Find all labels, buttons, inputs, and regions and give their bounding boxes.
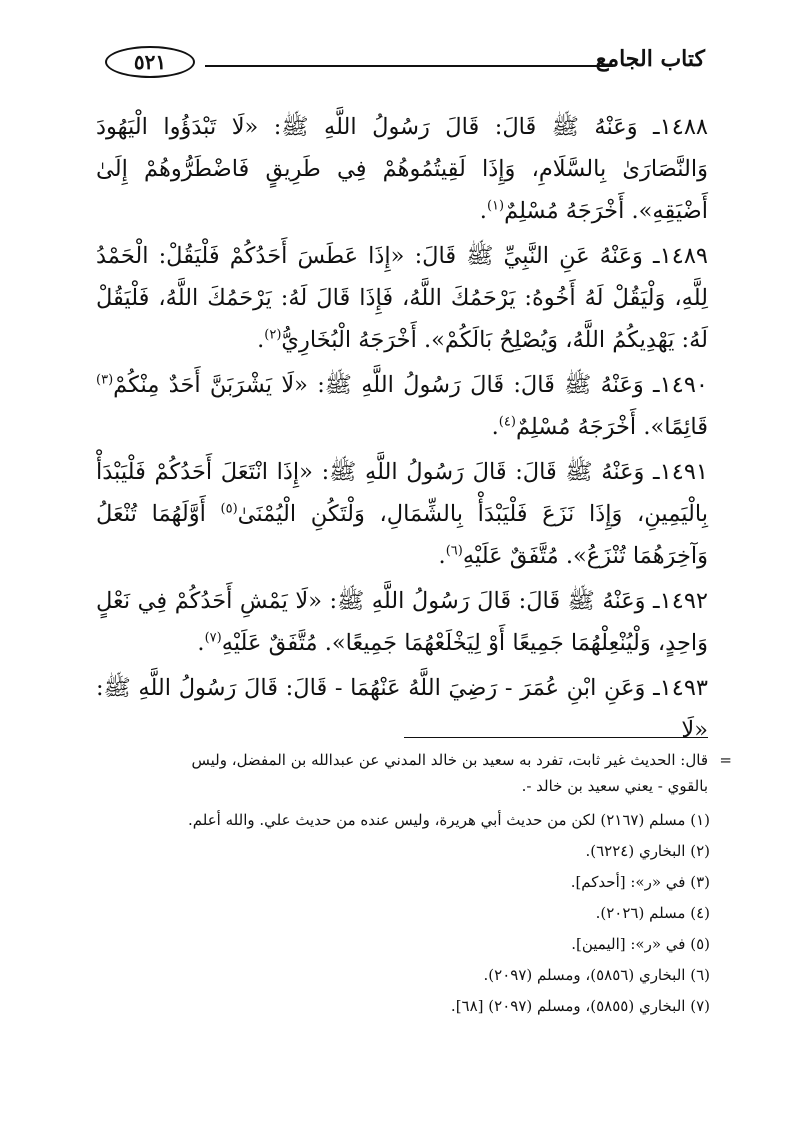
hadith-number: ١٤٨٩ <box>659 243 708 269</box>
hadith-text-2: أَوَّلَهُمَا تُنْعَلُ وَآخِرَهُمَا تُنْزَعُ». مُتَّفَقٌ عَلَيْهِ <box>96 501 708 569</box>
hadith-end: . <box>438 543 446 569</box>
footnote-ref: (٧) <box>204 630 222 646</box>
hadith-text: وَعَنْهُ عَنِ النَّبِيِّ ﷺ قَالَ: «إِذَا عَطَسَ أَحَدُكُمْ فَلْيَقُلْ: الْحَمْدُ لِلَّهِ، وَلْيَقُلْ لَهُ أَخُوهُ: يَرْحَمُكَ اللَّهُ، فَإِذَا قَالَ لَهُ: يَرْحَمُكَ اللَّهُ، فَلْيَقُلْ لَهُ: يَهْدِيكُمُ اللَّهُ، وَيُصْلِحُ بَالَكُمْ». أَخْرَجَهُ الْبُخَارِيُّ <box>96 243 708 353</box>
hadith-1492 <box>96 580 708 664</box>
hadith-dash: ـ <box>644 459 660 485</box>
hadith-dash: ـ <box>642 243 660 269</box>
footnote-ref: (٢) <box>264 327 282 343</box>
hadith-dash: ـ <box>637 114 660 140</box>
footnote-continuation <box>150 747 732 799</box>
hadith-text: وَعَنِ ابْنِ عُمَرَ - رَضِيَ اللَّهُ عَنْهُمَا - قَالَ: قَالَ رَسُولُ اللَّهِ ﷺ: «لَا <box>96 675 708 743</box>
footnote-rule <box>404 737 708 738</box>
hadith-number: ١٤٩١ <box>659 459 708 485</box>
page-number: ٥٢١ <box>105 46 195 78</box>
hadith-text: وَعَنْهُ ﷺ قَالَ: قَالَ رَسُولُ اللَّهِ ﷺ: «لَا يَمْشِ أَحَدُكُمْ فِي نَعْلٍ وَاحِدٍ، وَلْيُنْعِلْهُمَا جَمِيعًا أَوْ لِيَخْلَعْهُمَا جَمِيعًا». مُتَّفَقٌ عَلَيْهِ <box>96 588 708 656</box>
book-title: كتاب الجامع <box>595 46 705 72</box>
hadith-end: . <box>257 327 265 353</box>
continuation-mark: = <box>719 751 732 769</box>
footnote-item: (١) مسلم (٢١٦٧) لكن من حديث أبي هريرة، وليس عنده من حديث علي. والله أعلم. <box>188 811 710 829</box>
hadith-number: ١٤٨٨ <box>659 114 708 140</box>
footnote-item: (٧) البخاري (٥٨٥٥)، ومسلم (٢٠٩٧) [٦٨]. <box>450 997 710 1015</box>
footnote-item: (٥) في «ر»: [اليمين]. <box>571 935 710 953</box>
hadith-dash: ـ <box>645 675 660 701</box>
hadith-text: وَعَنْهُ ﷺ قَالَ: قَالَ رَسُولُ اللَّهِ ﷺ: «إِذَا انْتَعَلَ أَحَدُكُمْ فَلْيَبْدَأْ بِالْيَمِينِ، وَإِذَا نَزَعَ فَلْيَبْدَأْ بِالشِّمَالِ، وَلْتَكُنِ الْيُمْنَىٰ <box>96 459 708 527</box>
hadith-1489 <box>96 235 708 361</box>
hadith-dash: ـ <box>643 372 660 398</box>
page-header <box>105 40 705 90</box>
continuation-text: قال: الحديث غير ثابت، تفرد به سعيد بن خالد المدني عن عبدالله بن المفضل، وليس بالقوي - يعني سعيد بن خالد -. <box>191 751 708 795</box>
hadith-list <box>96 106 708 754</box>
header-rule <box>205 65 613 67</box>
hadith-text-2: قَائِمًا». أَخْرَجَهُ مُسْلِمٌ <box>515 414 708 440</box>
hadith-end: . <box>197 630 205 656</box>
hadith-number: ١٤٩٠ <box>659 372 708 398</box>
footnotes <box>150 747 732 1024</box>
hadith-text: وَعَنْهُ ﷺ قَالَ: قَالَ رَسُولُ اللَّهِ ﷺ: «لَا يَشْرَبَنَّ أَحَدٌ مِنْكُمْ <box>113 372 644 398</box>
hadith-1488 <box>96 106 708 232</box>
hadith-1491 <box>96 451 708 577</box>
footnote-item: (٤) مسلم (٢٠٢٦). <box>595 904 710 922</box>
footnote-item: (٦) البخاري (٥٨٥٦)، ومسلم (٢٠٩٧). <box>483 966 710 984</box>
footnote-ref: (٣) <box>96 372 114 388</box>
footnote-ref: (١) <box>486 198 505 214</box>
hadith-number: ١٤٩٣ <box>659 675 709 701</box>
footnote-ref-2: (٤) <box>498 414 516 430</box>
footnote-ref-2: (٦) <box>445 543 463 559</box>
hadith-1493 <box>96 667 708 751</box>
footnote-item: (٣) في «ر»: [أحدكم]. <box>570 873 710 891</box>
hadith-1490 <box>96 364 708 448</box>
hadith-end: . <box>491 414 499 440</box>
hadith-number: ١٤٩٢ <box>659 588 708 614</box>
hadith-end: . <box>479 198 487 224</box>
hadith-text: وَعَنْهُ ﷺ قَالَ: قَالَ رَسُولُ اللَّهِ ﷺ: «لَا تَبْدَؤُوا الْيَهُودَ وَالنَّصَارَىٰ بِالسَّلَامِ، وَإِذَا لَقِيتُمُوهُمْ فِي طَرِيقٍ فَاضْطَرُّوهُمْ إِلَىٰ أَضْيَقِهِ». أَخْرَجَهُ مُسْلِمٌ <box>96 114 708 224</box>
footnote-item: (٢) البخاري (٦٢٢٤). <box>585 842 710 860</box>
footnote-ref: (٥) <box>220 501 238 517</box>
hadith-dash: ـ <box>645 588 660 614</box>
